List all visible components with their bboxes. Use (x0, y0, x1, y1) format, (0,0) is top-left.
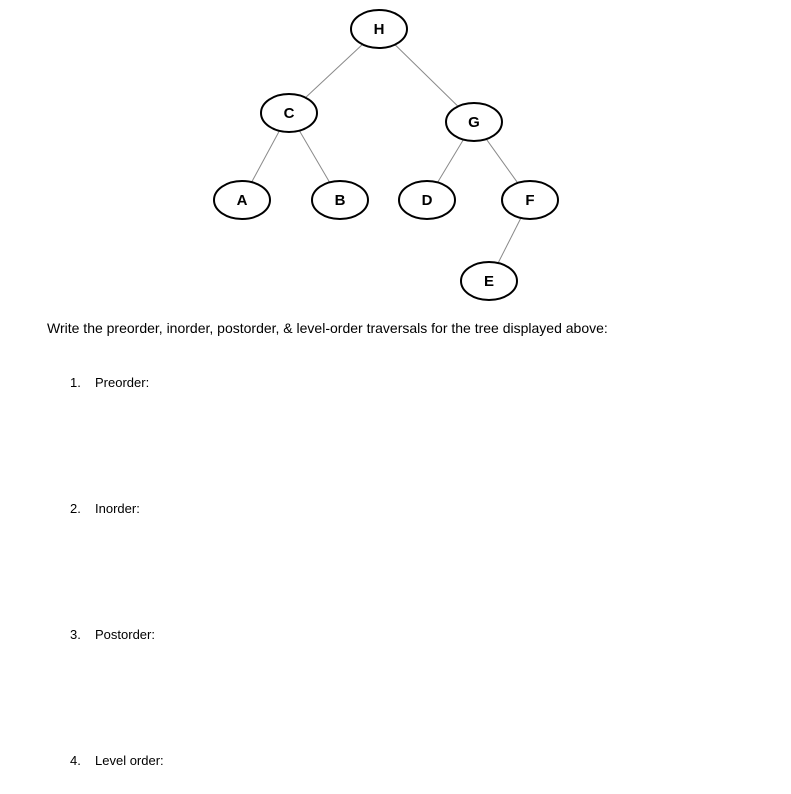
question-number: 1. (70, 375, 81, 390)
question-number: 4. (70, 753, 81, 768)
question-label: Preorder: (95, 375, 150, 390)
node-label: E (483, 273, 495, 290)
node-label: C (283, 105, 295, 122)
tree-node-f (502, 181, 558, 219)
node-label: H (373, 21, 385, 38)
tree-edge-c-a (252, 131, 280, 182)
node-label: B (334, 192, 346, 209)
tree-edge-h-c (305, 44, 362, 97)
tree-edges (252, 44, 521, 263)
tree-node-d (399, 181, 455, 219)
question-postorder (70, 627, 155, 642)
tree-edge-h-g (395, 45, 458, 107)
node-label: D (421, 192, 433, 209)
binary-tree-diagram (0, 0, 791, 310)
question-label: Postorder: (95, 627, 155, 642)
question-number: 3. (70, 627, 81, 642)
tree-node-g (446, 103, 502, 141)
tree-edge-g-f (486, 139, 517, 183)
tree-edge-f-e (498, 218, 521, 263)
question-inorder (70, 501, 140, 516)
question-label: Level order: (95, 753, 164, 768)
instruction-text: Write the preorder, inorder, postorder, & level-order traversals for the tree displayed above: (47, 320, 608, 336)
tree-nodes (214, 10, 558, 300)
tree-edge-c-b (299, 131, 329, 183)
question-number: 2. (70, 501, 81, 516)
tree-node-c (261, 94, 317, 132)
node-label: G (468, 114, 480, 131)
question-label: Inorder: (95, 501, 140, 516)
tree-node-b (312, 181, 368, 219)
node-label: F (525, 192, 535, 209)
tree-node-e (461, 262, 517, 300)
question-level-order (70, 753, 164, 768)
tree-node-a (214, 181, 270, 219)
question-preorder (70, 375, 149, 390)
tree-node-h (351, 10, 407, 48)
tree-edge-g-d (438, 140, 464, 183)
node-label: A (236, 192, 248, 209)
